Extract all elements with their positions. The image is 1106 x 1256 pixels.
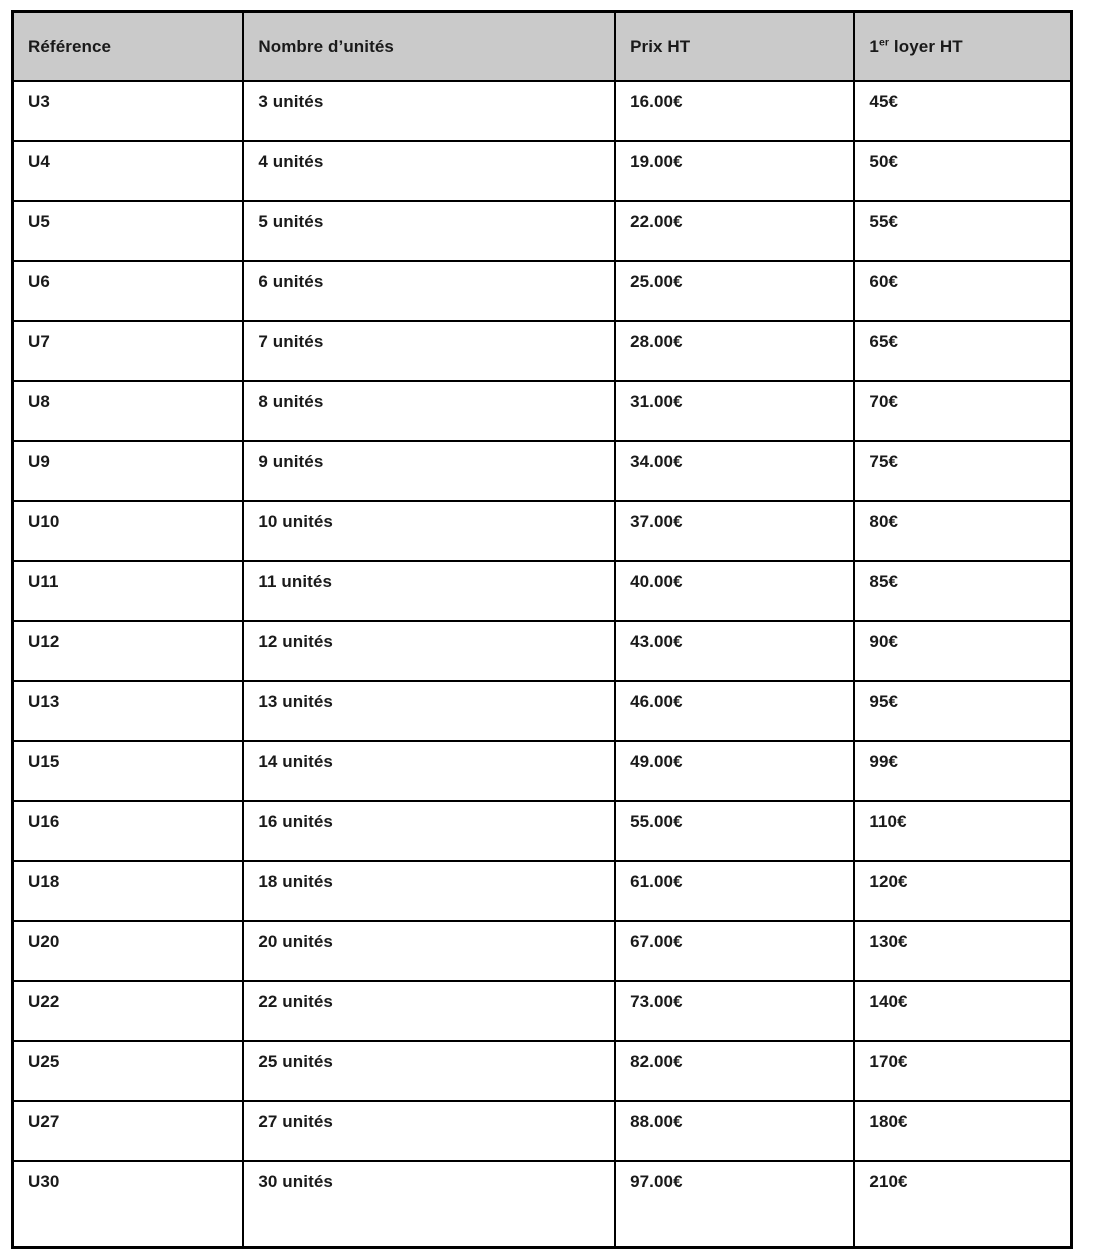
cell-reference: U9: [13, 441, 244, 501]
cell-units: 30 unités: [243, 1161, 615, 1248]
cell-price-ht: 82.00€: [615, 1041, 854, 1101]
table-row: [13, 681, 1072, 741]
cell-first-rent: 70€: [854, 381, 1071, 441]
cell-units: 9 unités: [243, 441, 615, 501]
cell-units: 13 unités: [243, 681, 615, 741]
cell-units: 27 unités: [243, 1101, 615, 1161]
cell-reference: U18: [13, 861, 244, 921]
pricing-table: [11, 10, 1073, 1249]
cell-units: 3 unités: [243, 81, 615, 141]
cell-price-ht: 55.00€: [615, 801, 854, 861]
cell-first-rent: 99€: [854, 741, 1071, 801]
cell-units: 5 unités: [243, 201, 615, 261]
cell-reference: U13: [13, 681, 244, 741]
cell-units: 20 unités: [243, 921, 615, 981]
cell-units: 16 unités: [243, 801, 615, 861]
cell-reference: U6: [13, 261, 244, 321]
cell-reference: U12: [13, 621, 244, 681]
cell-first-rent: 120€: [854, 861, 1071, 921]
cell-price-ht: 61.00€: [615, 861, 854, 921]
cell-units: 18 unités: [243, 861, 615, 921]
cell-units: 6 unités: [243, 261, 615, 321]
cell-reference: U4: [13, 141, 244, 201]
table-row: [13, 741, 1072, 801]
cell-price-ht: 88.00€: [615, 1101, 854, 1161]
cell-units: 10 unités: [243, 501, 615, 561]
cell-first-rent: 60€: [854, 261, 1071, 321]
cell-reference: U5: [13, 201, 244, 261]
cell-price-ht: 49.00€: [615, 741, 854, 801]
cell-price-ht: 37.00€: [615, 501, 854, 561]
cell-price-ht: 67.00€: [615, 921, 854, 981]
cell-units: 14 unités: [243, 741, 615, 801]
cell-reference: U30: [13, 1161, 244, 1248]
table-row: [13, 801, 1072, 861]
header-row: [13, 12, 1072, 82]
cell-units: 12 unités: [243, 621, 615, 681]
cell-first-rent: 75€: [854, 441, 1071, 501]
cell-price-ht: 40.00€: [615, 561, 854, 621]
table-row: [13, 261, 1072, 321]
table-row: [13, 201, 1072, 261]
cell-first-rent: 50€: [854, 141, 1071, 201]
cell-reference: U20: [13, 921, 244, 981]
table-row: [13, 921, 1072, 981]
table-row: [13, 441, 1072, 501]
cell-reference: U7: [13, 321, 244, 381]
table-row: [13, 861, 1072, 921]
column-header-reference: Référence: [13, 12, 244, 82]
cell-first-rent: 65€: [854, 321, 1071, 381]
cell-price-ht: 97.00€: [615, 1161, 854, 1248]
column-header-first-rent: 1er loyer HT: [854, 12, 1071, 82]
table-row: [13, 981, 1072, 1041]
cell-reference: U25: [13, 1041, 244, 1101]
table-row: [13, 141, 1072, 201]
cell-first-rent: 90€: [854, 621, 1071, 681]
table-row: [13, 81, 1072, 141]
table-row: [13, 321, 1072, 381]
cell-price-ht: 34.00€: [615, 441, 854, 501]
cell-first-rent: 130€: [854, 921, 1071, 981]
table-row: [13, 1161, 1072, 1248]
table-row: [13, 1101, 1072, 1161]
cell-price-ht: 46.00€: [615, 681, 854, 741]
cell-first-rent: 170€: [854, 1041, 1071, 1101]
cell-reference: U3: [13, 81, 244, 141]
cell-first-rent: 45€: [854, 81, 1071, 141]
table-row: [13, 621, 1072, 681]
cell-units: 7 unités: [243, 321, 615, 381]
table-row: [13, 381, 1072, 441]
cell-price-ht: 73.00€: [615, 981, 854, 1041]
cell-units: 11 unités: [243, 561, 615, 621]
cell-first-rent: 180€: [854, 1101, 1071, 1161]
cell-reference: U15: [13, 741, 244, 801]
cell-reference: U8: [13, 381, 244, 441]
table-row: [13, 1041, 1072, 1101]
cell-first-rent: 85€: [854, 561, 1071, 621]
cell-reference: U22: [13, 981, 244, 1041]
cell-first-rent: 55€: [854, 201, 1071, 261]
cell-price-ht: 28.00€: [615, 321, 854, 381]
table-row: [13, 501, 1072, 561]
cell-units: 4 unités: [243, 141, 615, 201]
cell-reference: U16: [13, 801, 244, 861]
cell-price-ht: 19.00€: [615, 141, 854, 201]
cell-reference: U11: [13, 561, 244, 621]
cell-price-ht: 22.00€: [615, 201, 854, 261]
superscript-er: er: [878, 35, 890, 48]
cell-units: 22 unités: [243, 981, 615, 1041]
cell-units: 25 unités: [243, 1041, 615, 1101]
cell-first-rent: 80€: [854, 501, 1071, 561]
cell-price-ht: 43.00€: [615, 621, 854, 681]
cell-first-rent: 110€: [854, 801, 1071, 861]
table-row: [13, 561, 1072, 621]
cell-units: 8 unités: [243, 381, 615, 441]
cell-first-rent: 95€: [854, 681, 1071, 741]
cell-reference: U10: [13, 501, 244, 561]
cell-first-rent: 140€: [854, 981, 1071, 1041]
column-header-price-ht: Prix HT: [615, 12, 854, 82]
cell-price-ht: 16.00€: [615, 81, 854, 141]
cell-price-ht: 31.00€: [615, 381, 854, 441]
cell-price-ht: 25.00€: [615, 261, 854, 321]
cell-first-rent: 210€: [854, 1161, 1071, 1248]
column-header-units: Nombre d’unités: [243, 12, 615, 82]
table-body: [13, 81, 1072, 1248]
table-header: [13, 12, 1072, 82]
cell-reference: U27: [13, 1101, 244, 1161]
